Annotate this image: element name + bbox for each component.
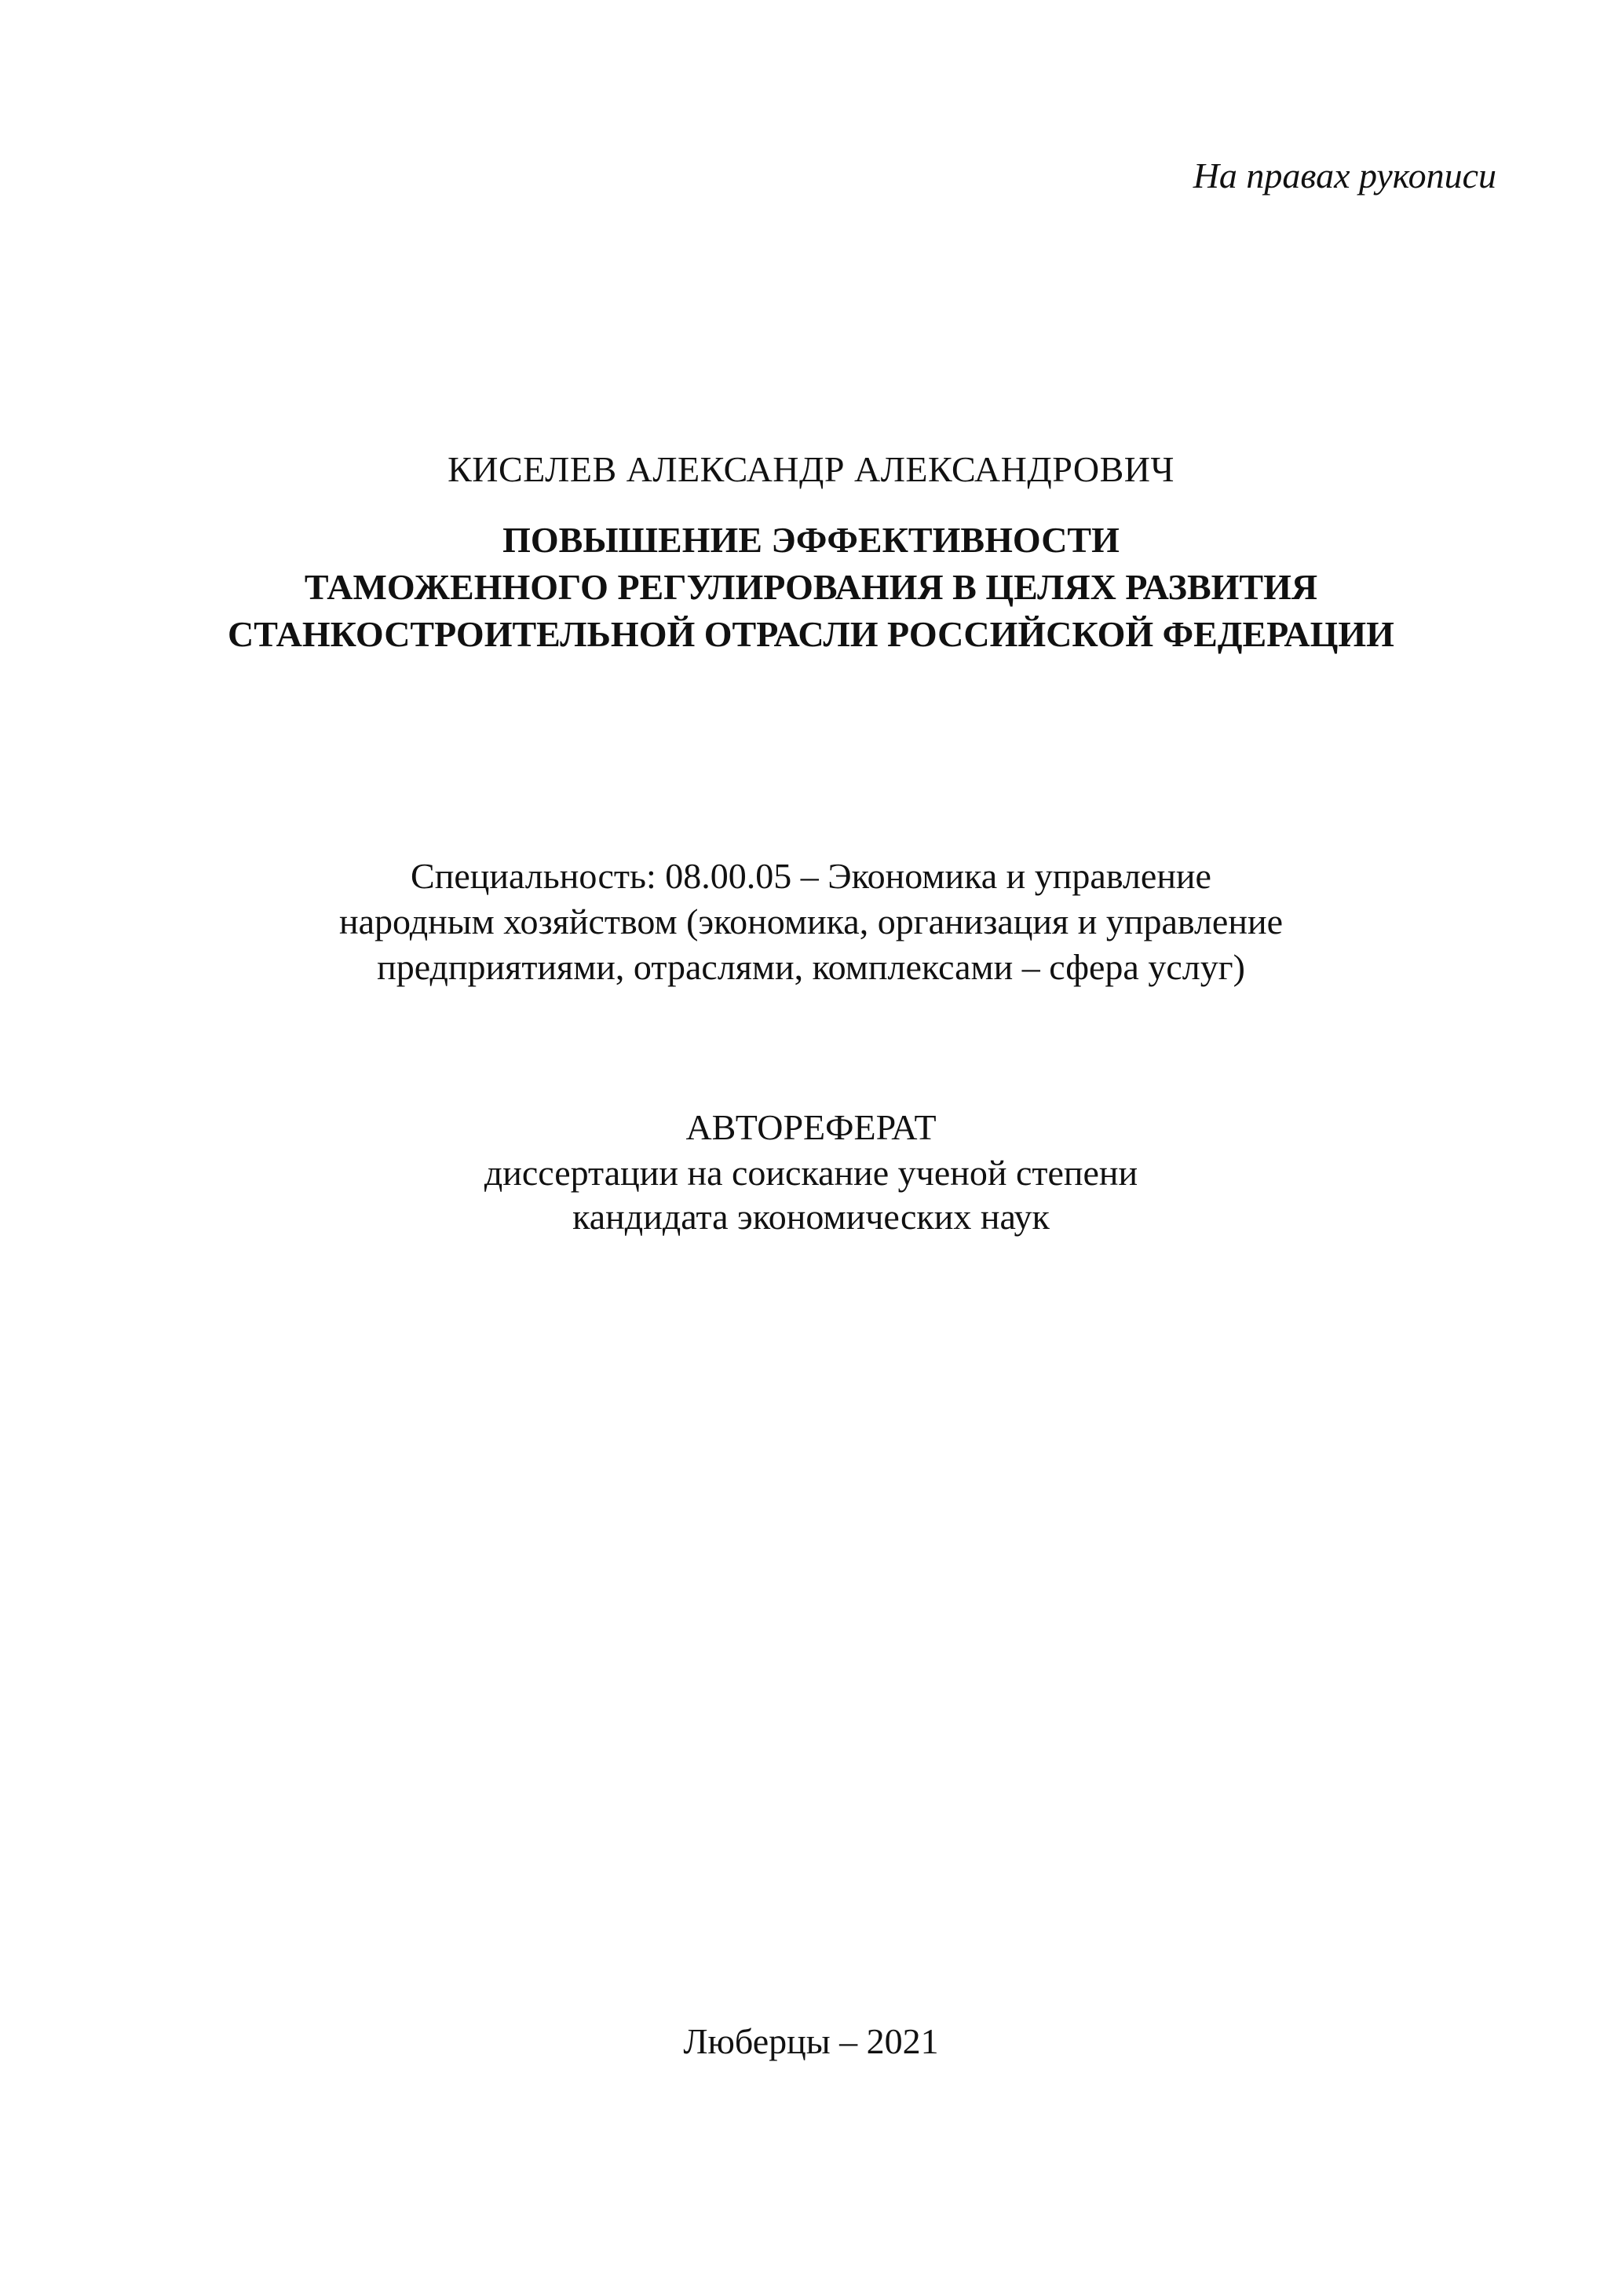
author-name: КИСЕЛЕВ АЛЕКСАНДР АЛЕКСАНДРОВИЧ	[448, 449, 1174, 489]
dissertation-title	[0, 517, 1622, 658]
place-year: Люберцы – 2021	[683, 2021, 939, 2061]
abstract-line-2: кандидата экономических наук	[572, 1197, 1050, 1237]
specialty-block	[0, 854, 1622, 990]
title-line-3: СТАНКОСТРОИТЕЛЬНОЙ ОТРАСЛИ РОССИЙСКОЙ ФЕДЕРАЦИИ	[228, 614, 1394, 654]
title-line-2: ТАМОЖЕННОГО РЕГУЛИРОВАНИЯ В ЦЕЛЯХ РАЗВИТИЯ	[304, 567, 1318, 607]
abstract-description	[0, 1151, 1622, 1239]
title-line-1: ПОВЫШЕНИЕ ЭФФЕКТИВНОСТИ	[502, 520, 1120, 560]
specialty-line-2: народным хозяйством (экономика, организация и управление	[339, 901, 1283, 941]
abstract-heading: АВТОРЕФЕРАТ	[685, 1107, 937, 1147]
specialty-line-1: Специальность: 08.00.05 – Экономика и управление	[411, 856, 1211, 896]
specialty-line-3: предприятиями, отраслями, комплексами – сфера услуг)	[377, 947, 1245, 987]
manuscript-note: На правах рукописи	[1193, 155, 1496, 196]
abstract-line-1: диссертации на соискание ученой степени	[484, 1153, 1138, 1193]
